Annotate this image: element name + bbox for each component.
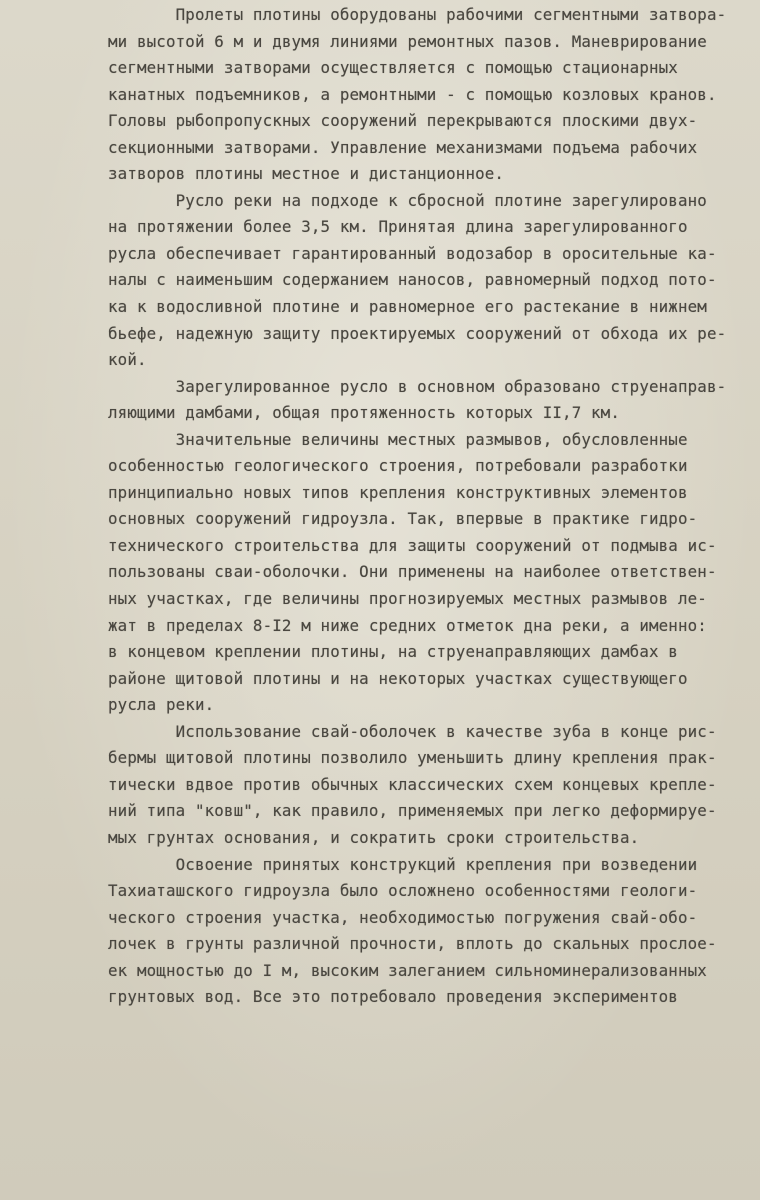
- text-line: Русло реки на подходе к сбросной плотине зарегулировано: [108, 190, 707, 210]
- text-line: мых грунтах основания, и сократить сроки строительства.: [108, 827, 640, 847]
- text-line: затворов плотины местное и дистанционное.: [108, 164, 505, 184]
- text-line: технического строительства для защиты сооружений от подмыва ис-: [108, 535, 717, 555]
- text-line: ка к водосливной плотине и равномерное его растекание в нижнем: [108, 297, 707, 317]
- text-line: особенностью геологического строения, потребовали разработки: [108, 456, 688, 476]
- text-line: ний типа "ковш", как правило, применяемых при легко деформируе-: [108, 801, 717, 821]
- text-line: Использование свай-оболочек в качестве зуба в конце рис-: [108, 721, 717, 741]
- text-line: пользованы сваи-оболочки. Они применены на наиболее ответствен-: [108, 562, 717, 582]
- text-line: лочек в грунты различной прочности, вплоть до скальных прослое-: [108, 934, 717, 954]
- text-line: бермы щитовой плотины позволило уменьшить длину крепления прак-: [108, 748, 717, 768]
- text-line: русла обеспечивает гарантированный водозабор в оросительные ка-: [108, 243, 717, 263]
- text-line: Освоение принятых конструкций крепления при возведении: [108, 854, 698, 874]
- text-line: жат в пределах 8-I2 м ниже средних отметок дна реки, а именно:: [108, 615, 707, 635]
- text-line: русла реки.: [108, 695, 215, 715]
- text-line: бьефе, надежную защиту проектируемых сооружений от обхода их ре-: [108, 323, 727, 343]
- text-line: Головы рыбопропускных сооружений перекрываются плоскими двух-: [108, 111, 698, 131]
- text-line: районе щитовой плотины и на некоторых участках существующего: [108, 668, 688, 688]
- text-line: кой.: [108, 350, 147, 370]
- text-line: грунтовых вод. Все это потребовало проведения экспериментов: [108, 987, 678, 1007]
- page-text: [108, 2, 756, 1011]
- text-line: секционными затворами. Управление механизмами подъема рабочих: [108, 137, 698, 157]
- text-line: принципиально новых типов крепления конструктивных элементов: [108, 482, 688, 502]
- text-line: ных участках, где величины прогнозируемых местных размывов ле-: [108, 589, 707, 609]
- text-line: сегментными затворами осуществляется с помощью стационарных: [108, 58, 678, 78]
- text-line: тически вдвое против обычных классических схем концевых крепле-: [108, 774, 717, 794]
- text-line: ляющими дамбами, общая протяженность которых II,7 км.: [108, 403, 621, 423]
- text-line: ми высотой 6 м и двумя линиями ремонтных пазов. Маневрирование: [108, 31, 707, 51]
- text-line: Пролеты плотины оборудованы рабочими сегментными затвора-: [108, 5, 727, 24]
- text-line: Значительные величины местных размывов, обусловленные: [108, 429, 688, 449]
- text-line: основных сооружений гидроузла. Так, впервые в практике гидро-: [108, 509, 698, 529]
- text-line: ек мощностью до I м, высоким залеганием сильноминерализованных: [108, 960, 707, 980]
- text-line: Тахиаташского гидроузла было осложнено особенностями геологи-: [108, 881, 698, 901]
- text-line: в концевом креплении плотины, на струенаправляющих дамбах в: [108, 642, 678, 662]
- text-line: Зарегулированное русло в основном образовано струенаправ-: [108, 376, 727, 396]
- text-line: налы с наименьшим содержанием наносов, равномерный подход пото-: [108, 270, 717, 290]
- text-line: на протяжении более 3,5 км. Принятая длина зарегулированного: [108, 217, 688, 237]
- text-line: ческого строения участка, необходимостью погружения свай-обо-: [108, 907, 698, 927]
- text-line: канатных подъемников, а ремонтными - с помощью козловых кранов.: [108, 84, 717, 104]
